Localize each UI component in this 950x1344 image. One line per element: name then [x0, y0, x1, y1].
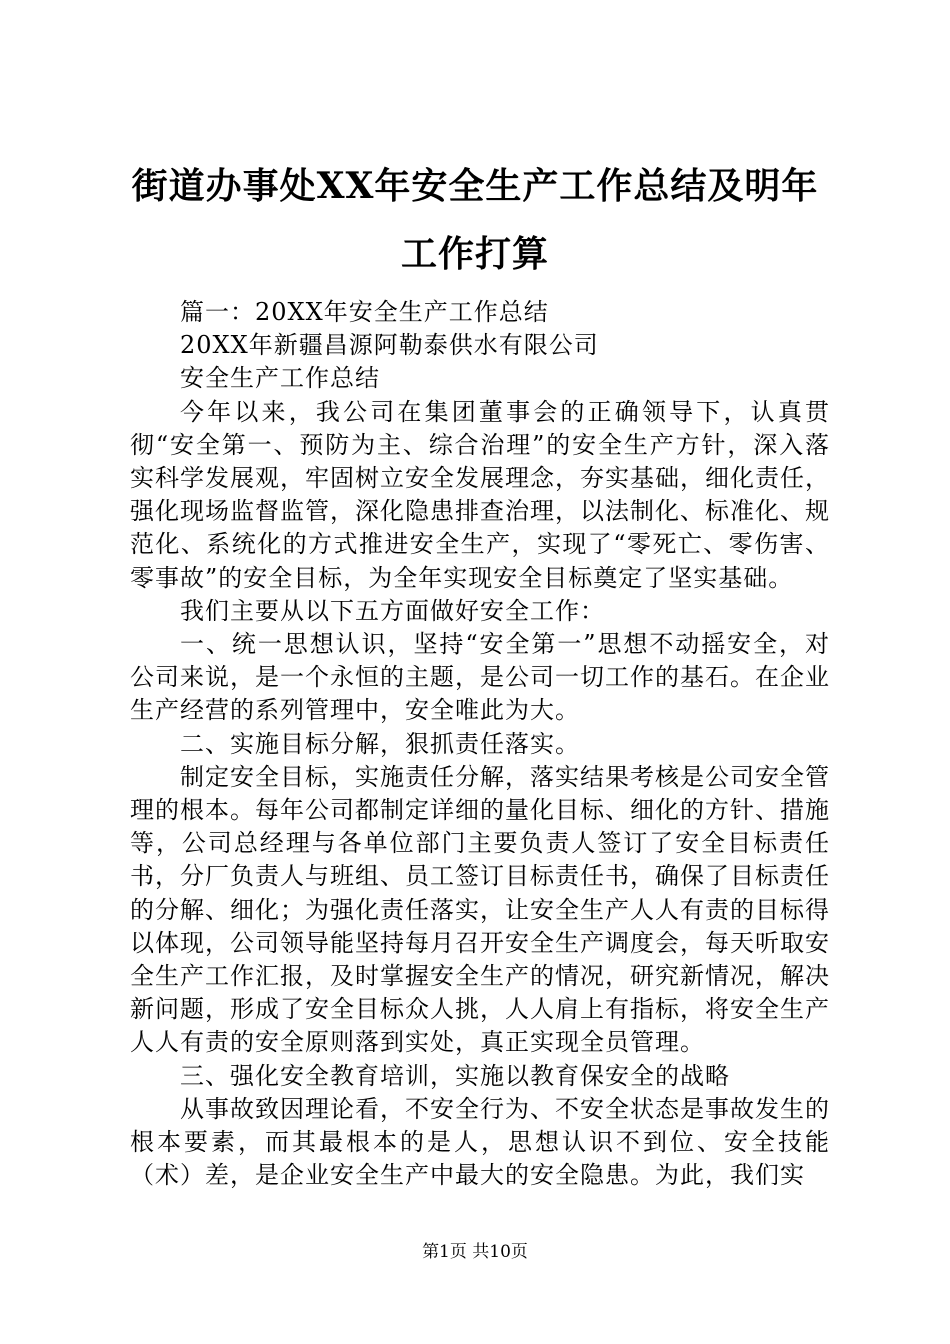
- paragraph-point-two-heading: 二、实施目标分解，狠抓责任落实。: [180, 729, 580, 758]
- paragraph-point-three-body: 从事故致因理论看，不安全行为、不安全状态是事故发生的根本要素，而其最根本的是人，思想认识不到位、安全技能（术）差，是企业安全生产中最大的安全隐患。为此，我们实: [130, 1094, 830, 1190]
- paragraph-report-subtitle: 安全生产工作总结: [180, 364, 380, 393]
- paragraph-point-two-body: 制定安全目标，实施责任分解，落实结果考核是公司安全管理的根本。每年公司都制定详细的量化目标、细化的方针、措施等，公司总经理与各单位部门主要负责人签订了安全目标责任书，分厂负责人与班组、员工签订目标责任书，确保了目标责任的分解、细化；为强化责任落实，让安全生产人人有责的目标得以体现，公司领导能坚持每月召开安全生产调度会，每天听取安全生产工作汇报，及时掌握安全生产的情况，研究新情况，解决新问题，形成了安全目标众人挑，人人肩上有指标，将安全生产人人有责的安全原则落到实处，真正实现全员管理。: [130, 762, 830, 1057]
- document-title: 街道办事处XX年安全生产工作总结及明年工作打算: [131, 165, 819, 275]
- paragraph-five-aspects: 我们主要从以下五方面做好安全工作：: [180, 596, 605, 625]
- paragraph-intro: 今年以来，我公司在集团董事会的正确领导下，认真贯彻“安全第一、预防为主、综合治理”的安全生产方针，深入落实科学发展观，牢固树立安全发展理念，夯实基础，细化责任，强化现场监督监管，深化隐患排查治理，以法制化、标准化、规范化、系统化的方式推进安全生产，实现了“零死亡、零伤害、零事故”的安全目标，为全年实现安全目标奠定了坚实基础。: [130, 397, 830, 592]
- paragraph-company-name: 20XX年新疆昌源阿勒泰供水有限公司: [180, 331, 599, 360]
- page-number-footer: 第1页 共10页: [422, 1242, 528, 1262]
- paragraph-section-heading: 篇一：20XX年安全生产工作总结: [180, 298, 549, 326]
- paragraph-point-one: 一、统一思想认识，坚持“安全第一”思想不动摇安全，对公司来说，是一个永恒的主题，是公司一切工作的基石。在企业生产经营的系列管理中，安全唯此为大。: [130, 630, 830, 725]
- paragraph-point-three-heading: 三、强化安全教育培训，实施以教育保安全的战略: [180, 1061, 730, 1090]
- document-body: [130, 296, 830, 1192]
